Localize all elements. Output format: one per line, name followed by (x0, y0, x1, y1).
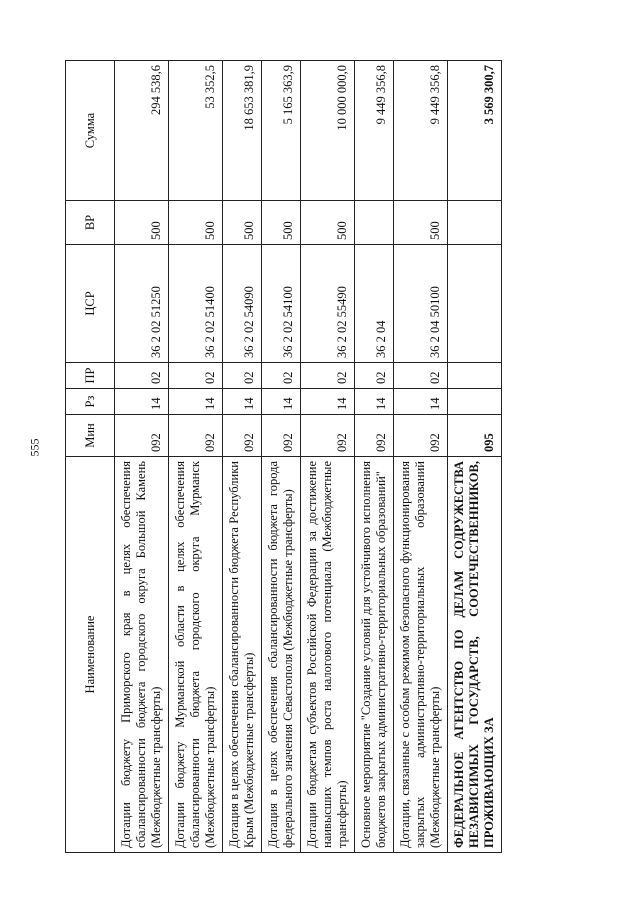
row-sum: 53 352,5 (169, 61, 223, 201)
table-header-row (66, 61, 115, 853)
row-min: 095 (448, 415, 502, 457)
row-name: ФЕДЕРАЛЬНОЕ АГЕНТСТВО ПО ДЕЛАМ СОДРУЖЕСТВА НЕЗАВИСИМЫХ ГОСУДАРСТВ, СООТЕЧЕСТВЕННИКОВ, ПРОЖИВАЮЩИХ ЗА (448, 457, 502, 853)
row-min: 092 (115, 415, 169, 457)
row-rz: 14 (301, 389, 355, 415)
budget-table (65, 60, 502, 853)
row-csr: 36 2 02 51400 (169, 245, 223, 363)
rotated-table-container (65, 61, 610, 853)
table-row (169, 61, 223, 853)
table-row (301, 61, 355, 853)
header-rz: Рз (66, 389, 115, 415)
row-min: 092 (169, 415, 223, 457)
header-vr: ВР (66, 201, 115, 245)
row-pr: 02 (262, 363, 301, 389)
row-sum: 5 165 363,9 (262, 61, 301, 201)
row-name: Дотация в целях обеспечения сбалансированности бюджета города федерального значения Севастополя (Межбюджетные трансферты) (262, 457, 301, 853)
row-sum: 9 449 356,8 (394, 61, 448, 201)
row-csr: 36 2 02 54100 (262, 245, 301, 363)
row-sum: 10 000 000,0 (301, 61, 355, 201)
row-name: Дотация в целях обеспечения сбалансированности бюджета Республики Крым (Межбюджетные трансферты) (223, 457, 262, 853)
row-min: 092 (394, 415, 448, 457)
table-row (223, 61, 262, 853)
row-name: Основное мероприятие "Создание условий для устойчивого исполнения бюджетов закрытых административно-территориальных образований" (355, 457, 394, 853)
row-pr: 02 (394, 363, 448, 389)
header-sum: Сумма (66, 61, 115, 201)
row-csr: 36 2 02 54090 (223, 245, 262, 363)
row-sum: 9 449 356,8 (355, 61, 394, 201)
row-min: 092 (301, 415, 355, 457)
row-vr (448, 201, 502, 245)
row-vr: 500 (169, 201, 223, 245)
row-pr: 02 (115, 363, 169, 389)
row-sum: 3 569 300,7 (448, 61, 502, 201)
row-pr (448, 363, 502, 389)
row-csr: 36 2 04 (355, 245, 394, 363)
row-csr (448, 245, 502, 363)
row-name: Дотации бюджетам субъектов Российской Федерации за достижение наивысших темпов роста налогового потенциала (Межбюджетные трансферты) (301, 457, 355, 853)
header-csr: ЦСР (66, 245, 115, 363)
row-vr: 500 (394, 201, 448, 245)
header-name: Наименование (66, 457, 115, 853)
table-row (448, 61, 502, 853)
row-rz: 14 (223, 389, 262, 415)
page-number: 555 (27, 438, 42, 457)
row-csr: 36 2 02 51250 (115, 245, 169, 363)
header-min: Мин (66, 415, 115, 457)
row-vr (355, 201, 394, 245)
row-rz: 14 (394, 389, 448, 415)
row-sum: 18 653 381,9 (223, 61, 262, 201)
row-rz (448, 389, 502, 415)
row-rz: 14 (262, 389, 301, 415)
row-rz: 14 (169, 389, 223, 415)
row-pr: 02 (355, 363, 394, 389)
row-min: 092 (223, 415, 262, 457)
row-rz: 14 (115, 389, 169, 415)
row-min: 092 (262, 415, 301, 457)
row-min: 092 (355, 415, 394, 457)
row-vr: 500 (262, 201, 301, 245)
row-pr: 02 (223, 363, 262, 389)
row-csr: 36 2 02 55490 (301, 245, 355, 363)
row-name: Дотации, связанные с особым режимом безопасного функционирования закрытых административно-территориальных образований (Межбюджетные трансферты) (394, 457, 448, 853)
table-row (394, 61, 448, 853)
table-row (115, 61, 169, 853)
row-vr: 500 (301, 201, 355, 245)
row-vr: 500 (115, 201, 169, 245)
header-pr: ПР (66, 363, 115, 389)
row-vr: 500 (223, 201, 262, 245)
row-rz: 14 (355, 389, 394, 415)
table-row (355, 61, 394, 853)
row-pr: 02 (169, 363, 223, 389)
row-csr: 36 2 04 50100 (394, 245, 448, 363)
table-row (262, 61, 301, 853)
row-pr: 02 (301, 363, 355, 389)
row-name: Дотации бюджету Приморского края в целях обеспечения сбалансированности бюджета городского округа Большой Камень (Межбюджетные трансферты) (115, 457, 169, 853)
row-name: Дотации бюджету Мурманской области в целях обеспечения сбалансированности бюджета городского округа Мурманск (Межбюджетные трансферты) (169, 457, 223, 853)
row-sum: 294 538,6 (115, 61, 169, 201)
